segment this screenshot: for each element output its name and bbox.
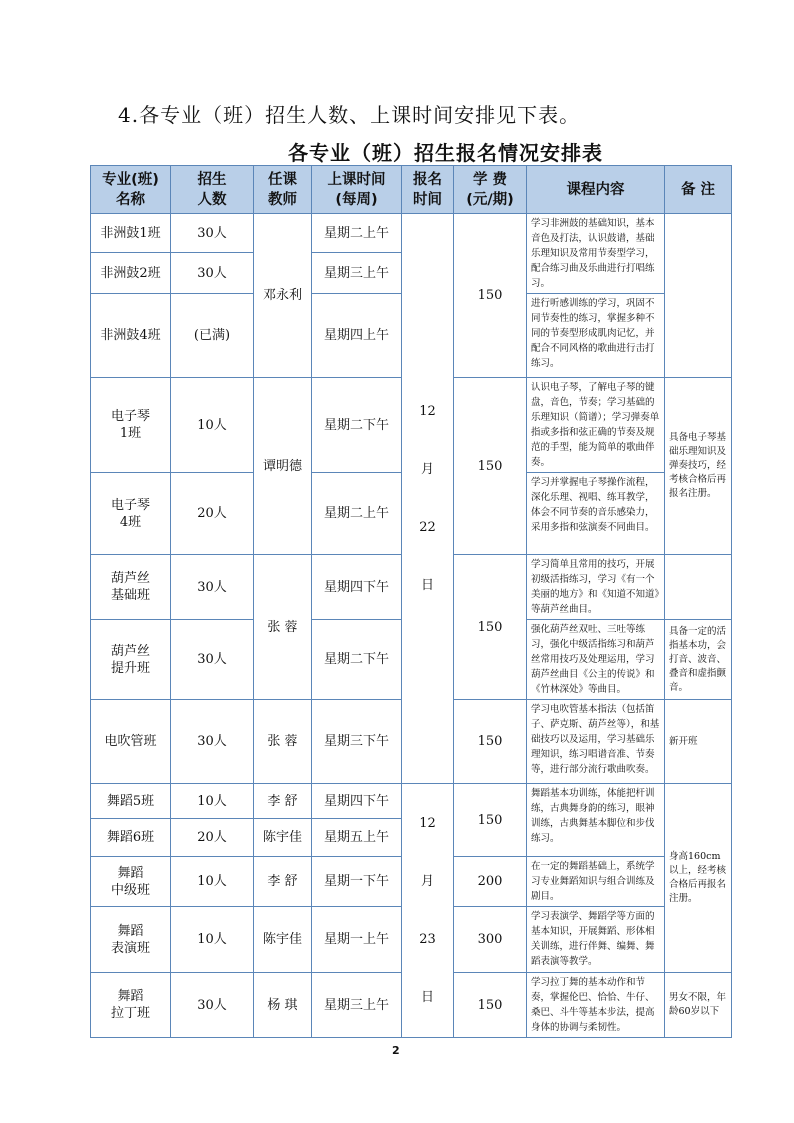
note-cell: 男女不限，年龄60岁以下 [665, 973, 732, 1038]
schedule-table [90, 165, 732, 1038]
header-content: 课程内容 [527, 166, 665, 214]
course-content: 强化葫芦丝双吐、三吐等练习，强化中级活指练习和葫芦丝常用技巧及处理运用，学习葫芦丝曲目《公主的传说》和《竹林深处》等曲目。 [527, 620, 665, 700]
class-time: 星期一下午 [312, 857, 402, 907]
fee-cell: 150 [454, 378, 527, 555]
teacher-name: 陈宇佳 [254, 819, 312, 857]
class-time: 星期四下午 [312, 555, 402, 620]
class-time: 星期二上午 [312, 473, 402, 555]
fee-cell: 300 [454, 907, 527, 973]
major-name: 舞蹈 中级班 [91, 857, 171, 907]
header-teacher: 任课 教师 [254, 166, 312, 214]
class-time: 星期五上午 [312, 819, 402, 857]
teacher-name: 李 舒 [254, 857, 312, 907]
enrollment-count: 10人 [171, 784, 254, 819]
course-content: 学习拉丁舞的基本动作和节奏，掌握伦巴、恰恰、牛仔、桑巴、斗牛等基本步法，提高身体的协调与柔韧性。 [527, 973, 665, 1038]
course-content: 在一定的舞蹈基础上，系统学习专业舞蹈知识与组合训练及剧目。 [527, 857, 665, 907]
class-time: 星期三上午 [312, 973, 402, 1038]
fee-cell: 150 [454, 555, 527, 700]
teacher-name: 邓永利 [254, 214, 312, 378]
major-name: 舞蹈 拉丁班 [91, 973, 171, 1038]
teacher-name: 张 蓉 [254, 700, 312, 784]
header-reg-time: 报名 时间 [402, 166, 454, 214]
enrollment-count: 10人 [171, 857, 254, 907]
section-heading: 4.各专业（班）招生人数、上课时间安排见下表。 [118, 103, 581, 127]
registration-date: 12 月 23 日 [402, 784, 454, 1038]
major-name: 非洲鼓2班 [91, 253, 171, 294]
note-cell [665, 214, 732, 378]
header-time: 上课时间 (每周) [312, 166, 402, 214]
table-title: 各专业（班）招生报名情况安排表 [288, 141, 603, 165]
course-content: 进行听感训练的学习，巩固不同节奏性的练习，掌握多种不同的节奏型形成肌肉记忆，并配合不同风格的歌曲进行击打练习。 [527, 294, 665, 378]
fee-cell: 150 [454, 700, 527, 784]
teacher-name: 谭明德 [254, 378, 312, 555]
teacher-name: 杨 琪 [254, 973, 312, 1038]
header-enrollment: 招生 人数 [171, 166, 254, 214]
teacher-name: 张 蓉 [254, 555, 312, 700]
major-name: 葫芦丝 提升班 [91, 620, 171, 700]
teacher-name: 李 舒 [254, 784, 312, 819]
header-note: 备 注 [665, 166, 732, 214]
enrollment-count: 30人 [171, 620, 254, 700]
page-number: 2 [392, 1044, 400, 1057]
course-content: 学习简单且常用的技巧，开展初级活指练习，学习《有一个美丽的地方》和《知道不知道》等葫芦丝曲目。 [527, 555, 665, 620]
fee-cell: 150 [454, 214, 527, 378]
major-name: 舞蹈6班 [91, 819, 171, 857]
registration-date: 12 月 22 日 [402, 214, 454, 784]
fee-cell: 150 [454, 784, 527, 857]
enrollment-count: (已满) [171, 294, 254, 378]
enrollment-count: 10人 [171, 907, 254, 973]
teacher-name: 陈宇佳 [254, 907, 312, 973]
major-name: 非洲鼓4班 [91, 294, 171, 378]
enrollment-count: 20人 [171, 819, 254, 857]
major-name: 葫芦丝 基础班 [91, 555, 171, 620]
course-content: 学习非洲鼓的基础知识，基本音色及打法，认识鼓谱，基础乐理知识及常用节奏型学习，配合练习曲及乐曲进行打唱练习。 [527, 214, 665, 294]
course-content: 认识电子琴，了解电子琴的键盘，音色，节奏；学习基础的乐理知识（简谱）；学习弹奏单指或多指和弦正确的节奏及规范的手型，能为简单的歌曲伴奏。 [527, 378, 665, 473]
class-time: 星期二下午 [312, 378, 402, 473]
enrollment-count: 30人 [171, 700, 254, 784]
major-name: 电子琴 1班 [91, 378, 171, 473]
major-name: 舞蹈5班 [91, 784, 171, 819]
note-cell: 具备电子琴基础乐理知识及弹奏技巧，经考核合格后再报名注册。 [665, 378, 732, 555]
course-content: 学习电吹管基本指法（包括笛子、萨克斯、葫芦丝等），和基础技巧以及运用，学习基础乐理知识，练习唱谱音准、节奏等，进行部分流行歌曲吹奏。 [527, 700, 665, 784]
class-time: 星期四上午 [312, 294, 402, 378]
major-name: 舞蹈 表演班 [91, 907, 171, 973]
class-time: 星期一上午 [312, 907, 402, 973]
enrollment-count: 30人 [171, 555, 254, 620]
course-content: 学习并掌握电子琴操作流程，深化乐理、视唱、练耳教学，体会不同节奏的音乐感染力，采用多指和弦演奏不同曲目。 [527, 473, 665, 555]
note-cell: 新开班 [665, 700, 732, 784]
header-fee: 学 费 (元/期) [454, 166, 527, 214]
note-cell: 具备一定的活指基本功，会打音、波音、叠音和虚指颤音。 [665, 620, 732, 700]
table-row [91, 214, 732, 253]
enrollment-count: 30人 [171, 253, 254, 294]
enrollment-count: 30人 [171, 973, 254, 1038]
course-content: 学习表演学、舞蹈学等方面的基本知识，开展舞蹈、形体相关训练，进行伴舞、编舞、舞蹈表演等教学。 [527, 907, 665, 973]
class-time: 星期三上午 [312, 253, 402, 294]
class-time: 星期四下午 [312, 784, 402, 819]
class-time: 星期二下午 [312, 620, 402, 700]
note-cell: 身高160cm以上，经考核合格后再报名注册。 [665, 784, 732, 973]
class-time: 星期三下午 [312, 700, 402, 784]
enrollment-count: 10人 [171, 378, 254, 473]
table-header-row [91, 166, 732, 214]
class-time: 星期二上午 [312, 214, 402, 253]
enrollment-count: 30人 [171, 214, 254, 253]
course-content: 舞蹈基本功训练，体能把杆训练，古典舞身韵的练习，眼神训练，古典舞基本脚位和步伐练习。 [527, 784, 665, 857]
fee-cell: 200 [454, 857, 527, 907]
note-cell [665, 555, 732, 620]
header-major: 专业(班) 名称 [91, 166, 171, 214]
major-name: 非洲鼓1班 [91, 214, 171, 253]
table-row [91, 784, 732, 819]
fee-cell: 150 [454, 973, 527, 1038]
major-name: 电子琴 4班 [91, 473, 171, 555]
major-name: 电吹管班 [91, 700, 171, 784]
enrollment-count: 20人 [171, 473, 254, 555]
